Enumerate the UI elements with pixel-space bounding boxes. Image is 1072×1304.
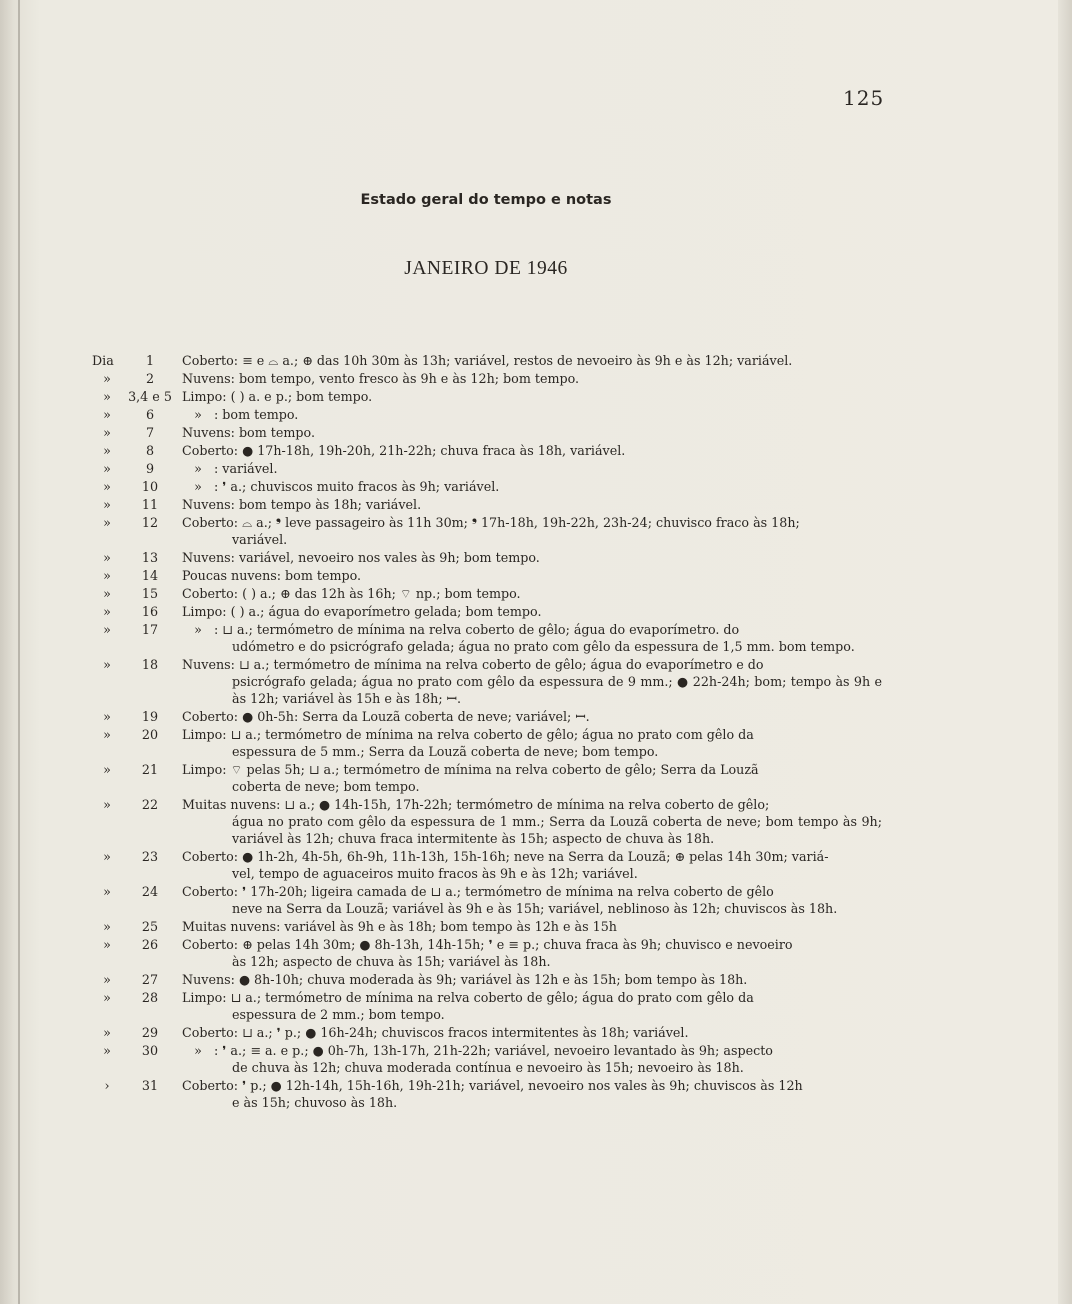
ditto-mark: » xyxy=(103,1025,111,1040)
entry-text-first-line xyxy=(182,656,882,673)
entry-text xyxy=(182,936,882,970)
day-number: 3,4 e 5 xyxy=(128,389,172,404)
day-number: 17 xyxy=(141,622,159,637)
entry-text-first-line xyxy=(182,424,882,441)
entry-row xyxy=(92,918,882,935)
entry-text-continuation: de chuva às 12h; chuva moderada contínua e nevoeiro às 15h; nevoeiro às 18h. xyxy=(232,1060,744,1075)
ditto-mark: » xyxy=(103,371,111,386)
entry-text-content: Coberto: ❜ p.; ● 12h-14h, 15h-16h, 19h-21h; variável, nevoeiro nos vales às 9h; chuviscos às 12h xyxy=(182,1078,803,1093)
entry-text-content: Coberto: ≡ e ⌓ a.; ⊕ das 10h 30m às 13h; variável, restos de nevoeiro às 9h e às 12h; variável. xyxy=(182,353,793,368)
entry-text-continuation: udómetro e do psicrógrafo gelada; água no prato com gêlo da espessura de 1,5 mm. bom tempo. xyxy=(232,639,855,654)
entry-text xyxy=(182,883,882,917)
entry-text xyxy=(182,1077,882,1111)
entry-text-content: Nuvens: bom tempo às 18h; variável. xyxy=(182,497,422,512)
day-number: 7 xyxy=(145,425,155,440)
day-number: 28 xyxy=(141,990,159,1005)
day-number: 19 xyxy=(141,709,159,724)
entry-text-continuation: neve na Serra da Louzã; variável às 9h e às 15h; variável, neblinoso às 12h; chuviscos às 18h. xyxy=(232,901,838,916)
entry-row xyxy=(92,726,882,760)
ditto-mark: » xyxy=(103,568,111,583)
entry-row xyxy=(92,656,882,707)
entry-row xyxy=(92,370,882,387)
entry-text xyxy=(182,442,882,459)
day-number: 16 xyxy=(141,604,159,619)
ditto-mark: » xyxy=(103,727,111,742)
month-title: JANEIRO DE 1946 xyxy=(404,258,568,279)
entry-text-first-line xyxy=(182,406,882,423)
entry-row xyxy=(92,883,882,917)
entry-text-content: : variável. xyxy=(214,461,278,476)
entry-text-first-line xyxy=(182,496,882,513)
entry-row xyxy=(92,352,882,369)
entry-row xyxy=(92,478,882,495)
entry-row xyxy=(92,1077,882,1111)
entry-row xyxy=(92,936,882,970)
entry-text-content: : ⊔ a.; termómetro de mínima na relva coberto de gêlo; água do evaporímetro. do xyxy=(214,622,740,637)
day-number: 21 xyxy=(141,762,159,777)
ditto-inline: » xyxy=(194,479,202,494)
entry-text-first-line xyxy=(182,442,882,459)
day-number: 1 xyxy=(145,353,155,368)
entry-text-continuation: e às 15h; chuvoso às 18h. xyxy=(232,1095,398,1110)
entry-text-content: Limpo: ( ) a. e p.; bom tempo. xyxy=(182,389,373,404)
entry-text-first-line xyxy=(182,1024,882,1041)
entry-text-content: Coberto: ⊕ pelas 14h 30m; ● 8h-13h, 14h-15h; ❜ e ≡ p.; chuva fraca às 9h; chuvisco e nevoeiro xyxy=(182,937,793,952)
entry-row xyxy=(92,442,882,459)
ditto-mark: » xyxy=(103,884,111,899)
day-number: 26 xyxy=(141,937,159,952)
day-number: 27 xyxy=(141,972,159,987)
day-number: 23 xyxy=(141,849,159,864)
entry-row xyxy=(92,848,882,882)
entry-text xyxy=(182,478,882,495)
entry-text-continuation: espessura de 2 mm.; bom tempo. xyxy=(232,1007,445,1022)
entry-row xyxy=(92,496,882,513)
ditto-mark: » xyxy=(103,849,111,864)
day-number: 13 xyxy=(141,550,159,565)
entry-text-continuation: variável. xyxy=(232,532,288,547)
entry-row xyxy=(92,603,882,620)
entry-text xyxy=(182,514,882,548)
entry-row xyxy=(92,1042,882,1076)
entry-text xyxy=(182,585,882,602)
ditto-inline: » xyxy=(194,407,202,422)
entry-text xyxy=(182,726,882,760)
entry-text xyxy=(182,918,882,935)
ditto-mark: » xyxy=(103,990,111,1005)
entry-text-content: Coberto: ⊔ a.; ❜ p.; ● 16h-24h; chuviscos fracos intermitentes às 18h; variável. xyxy=(182,1025,689,1040)
ditto-mark: » xyxy=(103,443,111,458)
entry-row xyxy=(92,388,882,405)
ditto-mark: » xyxy=(103,389,111,404)
entry-row xyxy=(92,708,882,725)
entry-text xyxy=(182,656,882,707)
ditto-mark: › xyxy=(104,1078,110,1093)
entry-text-content: Nuvens: variável, nevoeiro nos vales às 9h; bom tempo. xyxy=(182,550,540,565)
entry-text-continuation: coberta de neve; bom tempo. xyxy=(232,779,420,794)
entry-text xyxy=(182,352,882,369)
day-number: 2 xyxy=(145,371,155,386)
ditto-mark: » xyxy=(103,461,111,476)
weather-entries-list xyxy=(92,352,882,1112)
entry-text-first-line xyxy=(182,1077,882,1094)
entry-row xyxy=(92,796,882,847)
ditto-mark: » xyxy=(103,604,111,619)
entry-text xyxy=(182,971,882,988)
ditto-mark: » xyxy=(103,797,111,812)
entry-row xyxy=(92,585,882,602)
entry-text-first-line xyxy=(182,1042,882,1059)
page-number: 125 xyxy=(843,86,885,110)
entry-text-first-line xyxy=(182,761,882,778)
entry-text-content: Nuvens: ⊔ a.; termómetro de mínima na relva coberto de gêlo; água do evaporímetro e do xyxy=(182,657,764,672)
ditto-mark: » xyxy=(103,407,111,422)
entry-text-content: Limpo: ⌔ pelas 5h; ⊔ a.; termómetro de mínima na relva coberto de gêlo; Serra da Louzã xyxy=(182,762,759,777)
entry-text-first-line xyxy=(182,352,882,369)
entry-text xyxy=(182,406,882,423)
day-number: 10 xyxy=(141,479,159,494)
entry-text-first-line xyxy=(182,796,882,813)
entry-row xyxy=(92,406,882,423)
ditto-inline: » xyxy=(194,461,202,476)
day-number: 6 xyxy=(145,407,155,422)
entry-row xyxy=(92,989,882,1023)
ditto-mark: » xyxy=(103,762,111,777)
entry-text xyxy=(182,460,882,477)
entry-text xyxy=(182,708,882,725)
entry-text-content: Coberto: ● 1h-2h, 4h-5h, 6h-9h, 11h-13h, 15h-16h; neve na Serra da Louzã; ⊕ pelas 14h 30m; variá- xyxy=(182,849,829,864)
day-number: 25 xyxy=(141,919,159,934)
entry-text-continuation: água no prato com gêlo da espessura de 1 mm.; Serra da Louzã coberta de neve; bom tempo às 9h; variável às 12h; chuva fraca intermitente às 15h; aspecto de chuva às 18h. xyxy=(232,814,882,846)
entry-text-first-line xyxy=(182,514,882,531)
entry-text xyxy=(182,424,882,441)
ditto-mark: » xyxy=(103,515,111,530)
entry-text-first-line xyxy=(182,370,882,387)
entry-row xyxy=(92,549,882,566)
entry-text-content: Coberto: ❜ 17h-20h; ligeira camada de ⊔ a.; termómetro de mínima na relva coberto de gêlo xyxy=(182,884,774,899)
entry-text-continuation: psicrógrafo gelada; água no prato com gêlo da espessura de 9 mm.; ● 22h-24h; bom; tempo às 9h e às 12h; variável às 15h e às 18h; ꟷ. xyxy=(232,674,882,706)
entry-text-first-line xyxy=(182,971,882,988)
day-number: 12 xyxy=(141,515,159,530)
entry-text xyxy=(182,370,882,387)
day-number: 20 xyxy=(141,727,159,742)
entry-text-content: Muitas nuvens: variável às 9h e às 18h; bom tempo às 12h e às 15h xyxy=(182,919,617,934)
ditto-mark: » xyxy=(103,972,111,987)
day-number: 24 xyxy=(141,884,159,899)
entry-text xyxy=(182,761,882,795)
entry-row xyxy=(92,460,882,477)
ditto-inline: » xyxy=(194,622,202,637)
entry-text-first-line xyxy=(182,388,882,405)
day-number: 31 xyxy=(141,1078,159,1093)
entry-text-first-line xyxy=(182,478,882,495)
entry-text-content: Nuvens: bom tempo, vento fresco às 9h e às 12h; bom tempo. xyxy=(182,371,580,386)
entry-text xyxy=(182,621,882,655)
entry-text-first-line xyxy=(182,883,882,900)
entry-text xyxy=(182,989,882,1023)
ditto-mark: » xyxy=(103,1043,111,1058)
entry-text xyxy=(182,848,882,882)
entry-text xyxy=(182,1042,882,1076)
day-number: 15 xyxy=(141,586,159,601)
entry-row xyxy=(92,621,882,655)
entry-text-continuation: às 12h; aspecto de chuva às 15h; variável às 18h. xyxy=(232,954,551,969)
ditto-mark: » xyxy=(103,657,111,672)
entry-row xyxy=(92,567,882,584)
entry-text xyxy=(182,549,882,566)
entry-text-content: : bom tempo. xyxy=(214,407,299,422)
entry-text-content: Limpo: ( ) a.; água do evaporímetro gelada; bom tempo. xyxy=(182,604,542,619)
ditto-inline: » xyxy=(194,1043,202,1058)
entry-text-first-line xyxy=(182,603,882,620)
entry-text-content: Coberto: ● 0h-5h: Serra da Louzã coberta de neve; variável; ꟷ. xyxy=(182,709,590,724)
day-number: 29 xyxy=(141,1025,159,1040)
ditto-mark: » xyxy=(103,937,111,952)
entry-text-continuation: vel, tempo de aguaceiros muito fracos às 9h e às 12h; variável. xyxy=(232,866,638,881)
entry-text-first-line xyxy=(182,726,882,743)
entry-row xyxy=(92,1024,882,1041)
day-column-header: Dia xyxy=(92,353,114,368)
entry-text xyxy=(182,567,882,584)
entry-text-continuation: espessura de 5 mm.; Serra da Louzã coberta de neve; bom tempo. xyxy=(232,744,659,759)
day-number: 18 xyxy=(141,657,159,672)
entry-text-first-line xyxy=(182,708,882,725)
entry-text-first-line xyxy=(182,989,882,1006)
day-number: 11 xyxy=(141,497,159,512)
entry-text-content: Nuvens: bom tempo. xyxy=(182,425,315,440)
entry-text-first-line xyxy=(182,936,882,953)
ditto-mark: » xyxy=(103,622,111,637)
day-number: 9 xyxy=(145,461,155,476)
entry-text-first-line xyxy=(182,567,882,584)
entry-text-first-line xyxy=(182,460,882,477)
entry-text-content: Coberto: ⌓ a.; ❜ leve passageiro às 11h 30m; ❜ 17h-18h, 19h-22h, 23h-24; chuvisco fraco às 18h; xyxy=(182,515,800,530)
entry-text-content: Nuvens: ● 8h-10h; chuva moderada às 9h; variável às 12h e às 15h; bom tempo às 18h. xyxy=(182,972,748,987)
entry-row xyxy=(92,424,882,441)
entry-text-content: Limpo: ⊔ a.; termómetro de mínima na relva coberto de gêlo; água no prato com gêlo da xyxy=(182,727,754,742)
ditto-mark: » xyxy=(103,497,111,512)
entry-text-content: : ❜ a.; ≡ a. e p.; ● 0h-7h, 13h-17h, 21h-22h; variável, nevoeiro levantado às 9h; aspecto xyxy=(214,1043,773,1058)
entry-text-content: Muitas nuvens: ⊔ a.; ● 14h-15h, 17h-22h; termómetro de mínima na relva coberto de gêlo; xyxy=(182,797,770,812)
day-number: 8 xyxy=(145,443,155,458)
entry-text-content: Poucas nuvens: bom tempo. xyxy=(182,568,362,583)
entry-text xyxy=(182,603,882,620)
entry-text-content: Coberto: ● 17h-18h, 19h-20h, 21h-22h; chuva fraca às 18h, variável. xyxy=(182,443,626,458)
day-number: 30 xyxy=(141,1043,159,1058)
entry-text xyxy=(182,796,882,847)
ditto-mark: » xyxy=(103,550,111,565)
entry-text xyxy=(182,496,882,513)
entry-text-content: : ❜ a.; chuviscos muito fracos às 9h; variável. xyxy=(214,479,500,494)
day-number: 14 xyxy=(141,568,159,583)
page-edge xyxy=(1058,0,1072,1304)
entry-text-first-line xyxy=(182,621,882,638)
entry-row xyxy=(92,761,882,795)
ditto-mark: » xyxy=(103,425,111,440)
section-title: Estado geral do tempo e notas xyxy=(360,192,612,208)
entry-text xyxy=(182,388,882,405)
entry-text-first-line xyxy=(182,918,882,935)
ditto-mark: » xyxy=(103,479,111,494)
entry-text-first-line xyxy=(182,585,882,602)
entry-text-content: Coberto: ( ) a.; ⊕ das 12h às 16h; ⌔ np.; bom tempo. xyxy=(182,586,521,601)
day-number: 22 xyxy=(141,797,159,812)
entry-text xyxy=(182,1024,882,1041)
entry-row xyxy=(92,514,882,548)
ditto-mark: » xyxy=(103,709,111,724)
ditto-mark: » xyxy=(103,919,111,934)
entry-text-first-line xyxy=(182,549,882,566)
entry-text-content: Limpo: ⊔ a.; termómetro de mínima na relva coberto de gêlo; água do prato com gêlo da xyxy=(182,990,754,1005)
ditto-mark: » xyxy=(103,586,111,601)
entry-text-first-line xyxy=(182,848,882,865)
entry-row xyxy=(92,971,882,988)
